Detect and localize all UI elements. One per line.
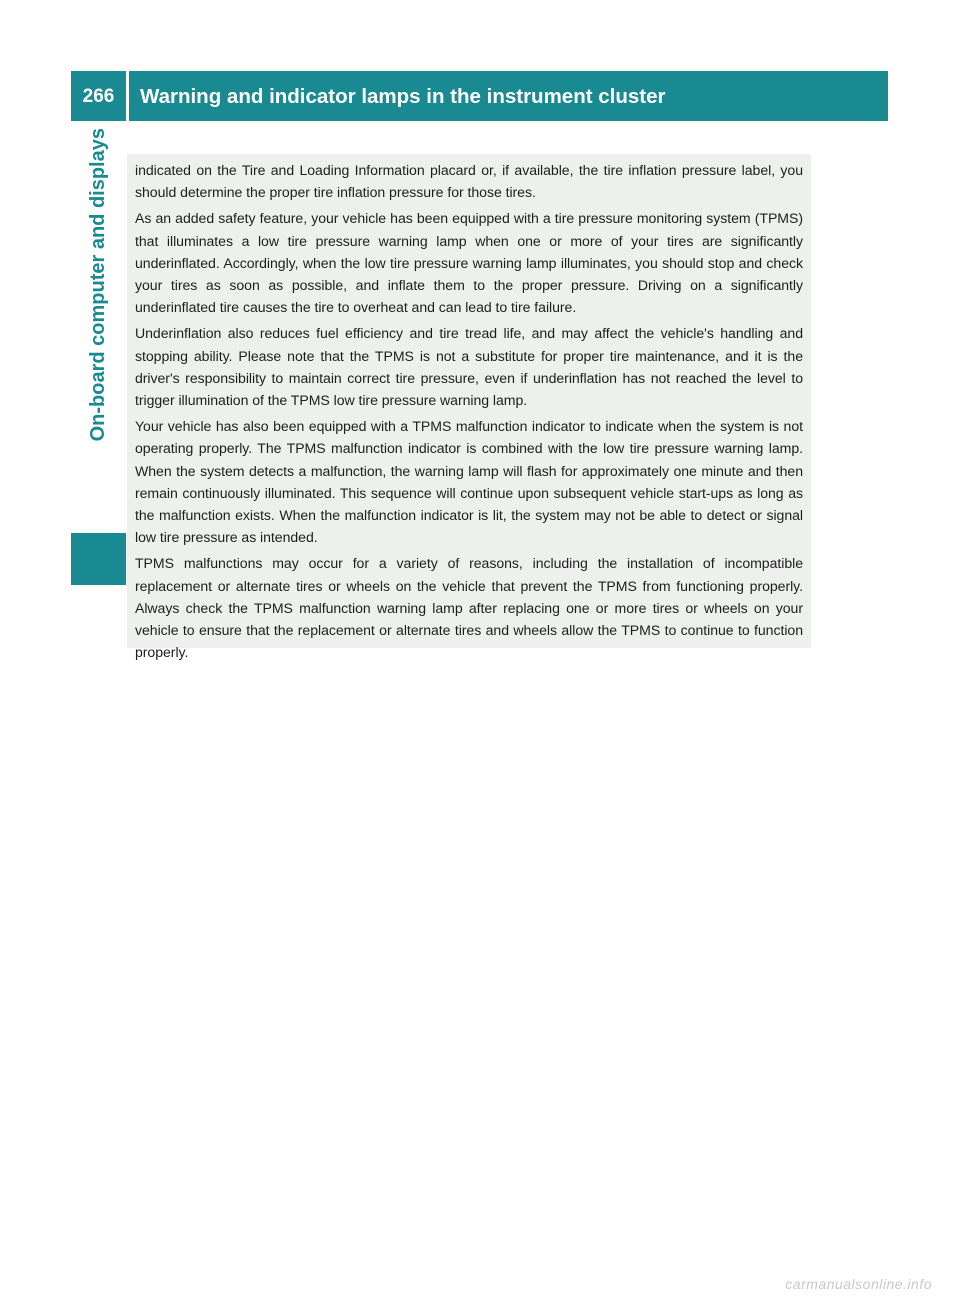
info-box xyxy=(127,154,811,661)
chapter-marker-block xyxy=(71,533,126,585)
watermark: carmanualsonline.info xyxy=(785,1276,932,1292)
header-divider xyxy=(126,71,129,121)
chapter-side-tab xyxy=(71,124,126,584)
paragraph: TPMS malfunctions may occur for a variety of reasons, including the installation of incompatible replacement or alternate tires or wheels on the vehicle that prevent the TPMS from functioning properly. Always check the TPMS malfunction warning lamp after replacing one or more tires or wheels on your vehicle to ensure that the replacement or alternate tires and wheels allow the TPMS to continue to function properly. xyxy=(135,555,803,661)
page-title: Warning and indicator lamps in the instrument cluster xyxy=(140,85,666,108)
chapter-label: On-board computer and displays xyxy=(87,128,109,442)
paragraph: As an added safety feature, your vehicle has been equipped with a tire pressure monitoring system (TPMS) that illuminates a low tire pressure warning lamp when one or more of your tires are significantly underinflated. Accordingly, when the low tire pressure warning lamp illuminates, you should stop and check your tires as soon as possible, and inflate them to the proper pressure. Driving on a significantly underinflated tire causes the tire to overheat and can lead to tire failure. xyxy=(135,210,803,316)
page-header xyxy=(71,71,888,121)
paragraph: Underinflation also reduces fuel efficiency and tire tread life, and may affect the vehicle's handling and stopping ability. Please note that the TPMS is not a substitute for proper tire maintenance, and it is the driver's responsibility to maintain correct tire pressure, even if underinflation has not reached the level to trigger illumination of the TPMS low tire pressure warning lamp. xyxy=(135,325,803,409)
paragraph: Your vehicle has also been equipped with a TPMS malfunction indicator to indicate when the system is not operating properly. The TPMS malfunction indicator is combined with the low tire pressure warning lamp. When the system detects a malfunction, the warning lamp will flash for approximately one minute and then remain continuously illuminated. This sequence will continue upon subsequent vehicle start-ups as long as the malfunction exists. When the malfunction indicator is lit, the system may not be able to detect or signal low tire pressure as intended. xyxy=(135,418,803,546)
page-number: 266 xyxy=(82,86,115,107)
paragraph: indicated on the Tire and Loading Information placard or, if available, the tire inflation pressure label, you should determine the proper tire inflation pressure for those tires. xyxy=(135,162,803,201)
